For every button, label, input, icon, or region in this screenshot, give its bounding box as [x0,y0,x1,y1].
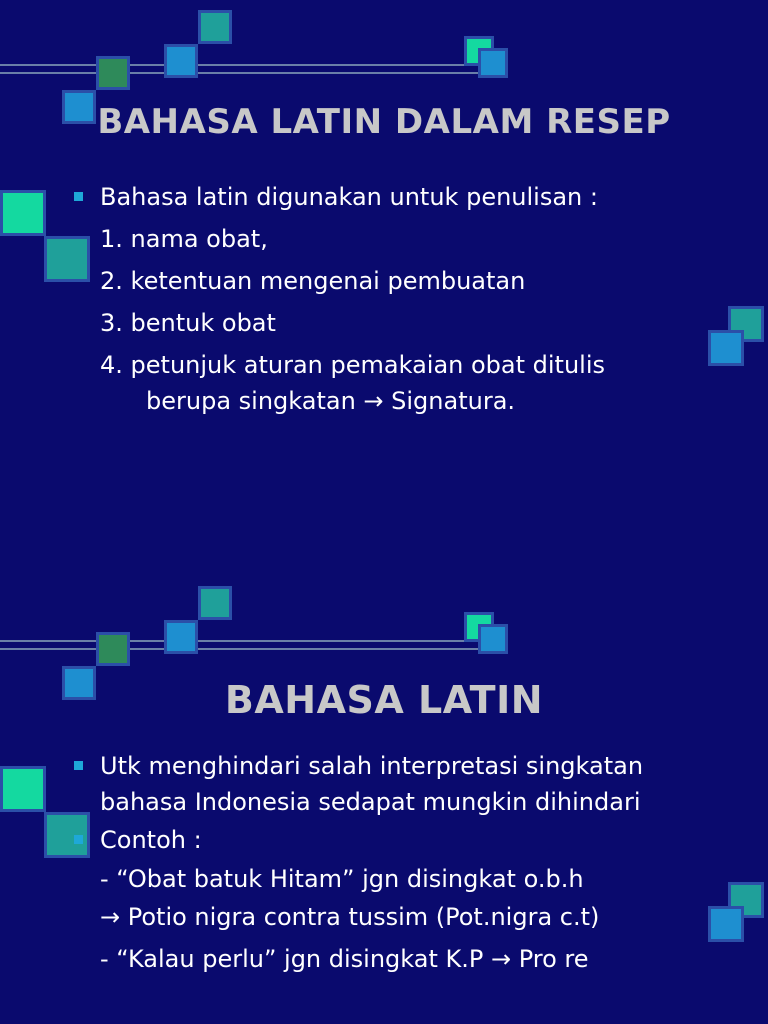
bullet-item [74,820,668,860]
deco-line [0,648,490,650]
deco-square [708,906,744,942]
slide-title: BAHASA LATIN [224,678,544,722]
bullet-item [74,176,758,218]
bullet-square-icon [74,761,83,770]
deco-line [0,64,490,66]
deco-square [0,766,46,812]
deco-square [0,190,46,236]
slide-content [74,748,668,978]
deco-square [96,632,130,666]
example-item-continuation: → Potio nigra contra tussim (Pot.nigra c.t) [100,903,600,931]
deco-square [198,586,232,620]
list-item: 4. petunjuk aturan pemakaian obat ditulis [100,351,606,379]
bullet-item [74,748,668,820]
example-item: - “Kalau perlu” jgn disingkat K.P → Pro re [100,945,589,973]
list-item: 3. bentuk obat [100,309,276,337]
bullet-square-icon [74,192,83,201]
deco-line [0,72,490,74]
slide-content [74,176,758,422]
bullet-square-icon [74,835,83,844]
list-item-continuation: berupa singkatan → Signatura. [146,387,516,415]
list-item: 1. nama obat, [100,225,268,253]
deco-line [0,640,490,642]
deco-square [728,882,764,918]
deco-square [96,56,130,90]
deco-square [478,48,508,78]
deco-square [464,36,494,66]
bullet-text: Utk menghindari salah interpretasi singkatan bahasa Indonesia sedapat mungkin dihindari [100,752,644,816]
deco-square [464,612,494,642]
bullet-text: Contoh : [100,826,202,854]
deco-square [198,10,232,44]
deco-square [478,624,508,654]
deco-square [164,620,198,654]
list-item: 2. ketentuan mengenai pembuatan [100,267,526,295]
bullet-text: Bahasa latin digunakan untuk penulisan : [100,183,598,211]
deco-square [164,44,198,78]
slide-2 [0,512,768,1024]
example-item: - “Obat batuk Hitam” jgn disingkat o.b.h [100,865,584,893]
slide-title: BAHASA LATIN DALAM RESEP [97,102,671,142]
